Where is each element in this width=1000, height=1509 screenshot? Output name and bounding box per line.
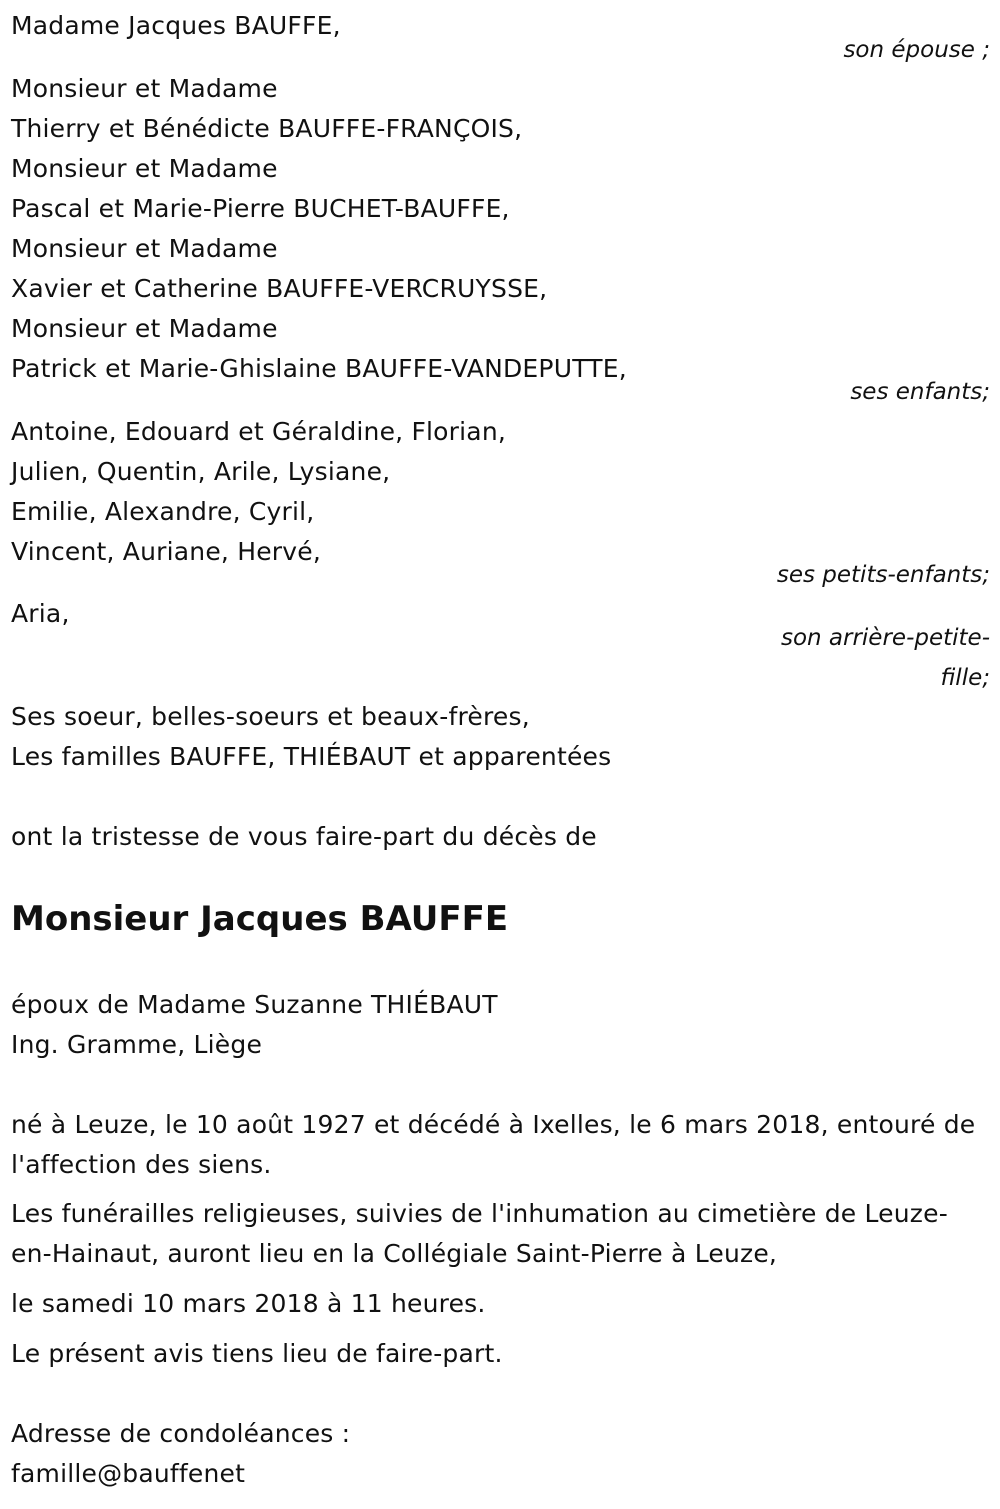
condolences-email: famille@bauffenet bbox=[11, 1459, 246, 1488]
condolences-label: Adresse de condoléances : bbox=[11, 1419, 351, 1448]
grandchildren-line: Julien, Quentin, Arile, Lysiane, bbox=[11, 457, 391, 486]
birth-death-line: l'affection des siens. bbox=[11, 1150, 272, 1179]
spouse-name: Madame Jacques BAUFFE, bbox=[11, 11, 341, 40]
children-line: Monsieur et Madame bbox=[11, 154, 278, 183]
detail-line: époux de Madame Suzanne THIÉBAUT bbox=[11, 990, 498, 1019]
children-line: Monsieur et Madame bbox=[11, 234, 278, 263]
children-line: Monsieur et Madame bbox=[11, 314, 278, 343]
children-line: Patrick et Marie-Ghislaine BAUFFE-VANDEPUTTE, bbox=[11, 354, 627, 383]
birth-death-line: né à Leuze, le 10 août 1927 et décédé à Ixelles, le 6 mars 2018, entouré de bbox=[11, 1110, 976, 1139]
family-line: Ses soeur, belles-soeurs et beaux-frères, bbox=[11, 702, 530, 731]
grandchildren-role: ses petits-enfants; bbox=[776, 562, 990, 588]
grandchildren-line: Vincent, Auriane, Hervé, bbox=[11, 537, 322, 566]
great-grandchild-name: Aria, bbox=[11, 599, 70, 628]
funeral-date: le samedi 10 mars 2018 à 11 heures. bbox=[11, 1289, 486, 1318]
deceased-name: Monsieur Jacques BAUFFE bbox=[11, 899, 509, 939]
grandchildren-line: Antoine, Edouard et Géraldine, Florian, bbox=[11, 417, 507, 446]
detail-line: Ing. Gramme, Liège bbox=[11, 1030, 263, 1059]
children-line: Xavier et Catherine BAUFFE-VERCRUYSSE, bbox=[11, 274, 548, 303]
notice-text: Le présent avis tiens lieu de faire-part. bbox=[11, 1339, 503, 1368]
funeral-line: en-Hainaut, auront lieu en la Collégiale Saint-Pierre à Leuze, bbox=[11, 1239, 778, 1268]
children-line: Thierry et Bénédicte BAUFFE-FRANÇOIS, bbox=[11, 114, 523, 143]
spouse-role: son épouse ; bbox=[843, 37, 990, 63]
family-line: Les familles BAUFFE, THIÉBAUT et apparentées bbox=[11, 742, 612, 771]
announcement: ont la tristesse de vous faire-part du décès de bbox=[11, 822, 597, 851]
funeral-line: Les funérailles religieuses, suivies de l'inhumation au cimetière de Leuze- bbox=[11, 1199, 948, 1228]
children-line: Pascal et Marie-Pierre BUCHET-BAUFFE, bbox=[11, 194, 510, 223]
great-grandchild-role-line1: son arrière-petite- bbox=[780, 625, 990, 651]
children-role: ses enfants; bbox=[850, 379, 990, 405]
great-grandchild-role-line2: fille; bbox=[940, 665, 990, 691]
grandchildren-line: Emilie, Alexandre, Cyril, bbox=[11, 497, 315, 526]
children-line: Monsieur et Madame bbox=[11, 74, 278, 103]
